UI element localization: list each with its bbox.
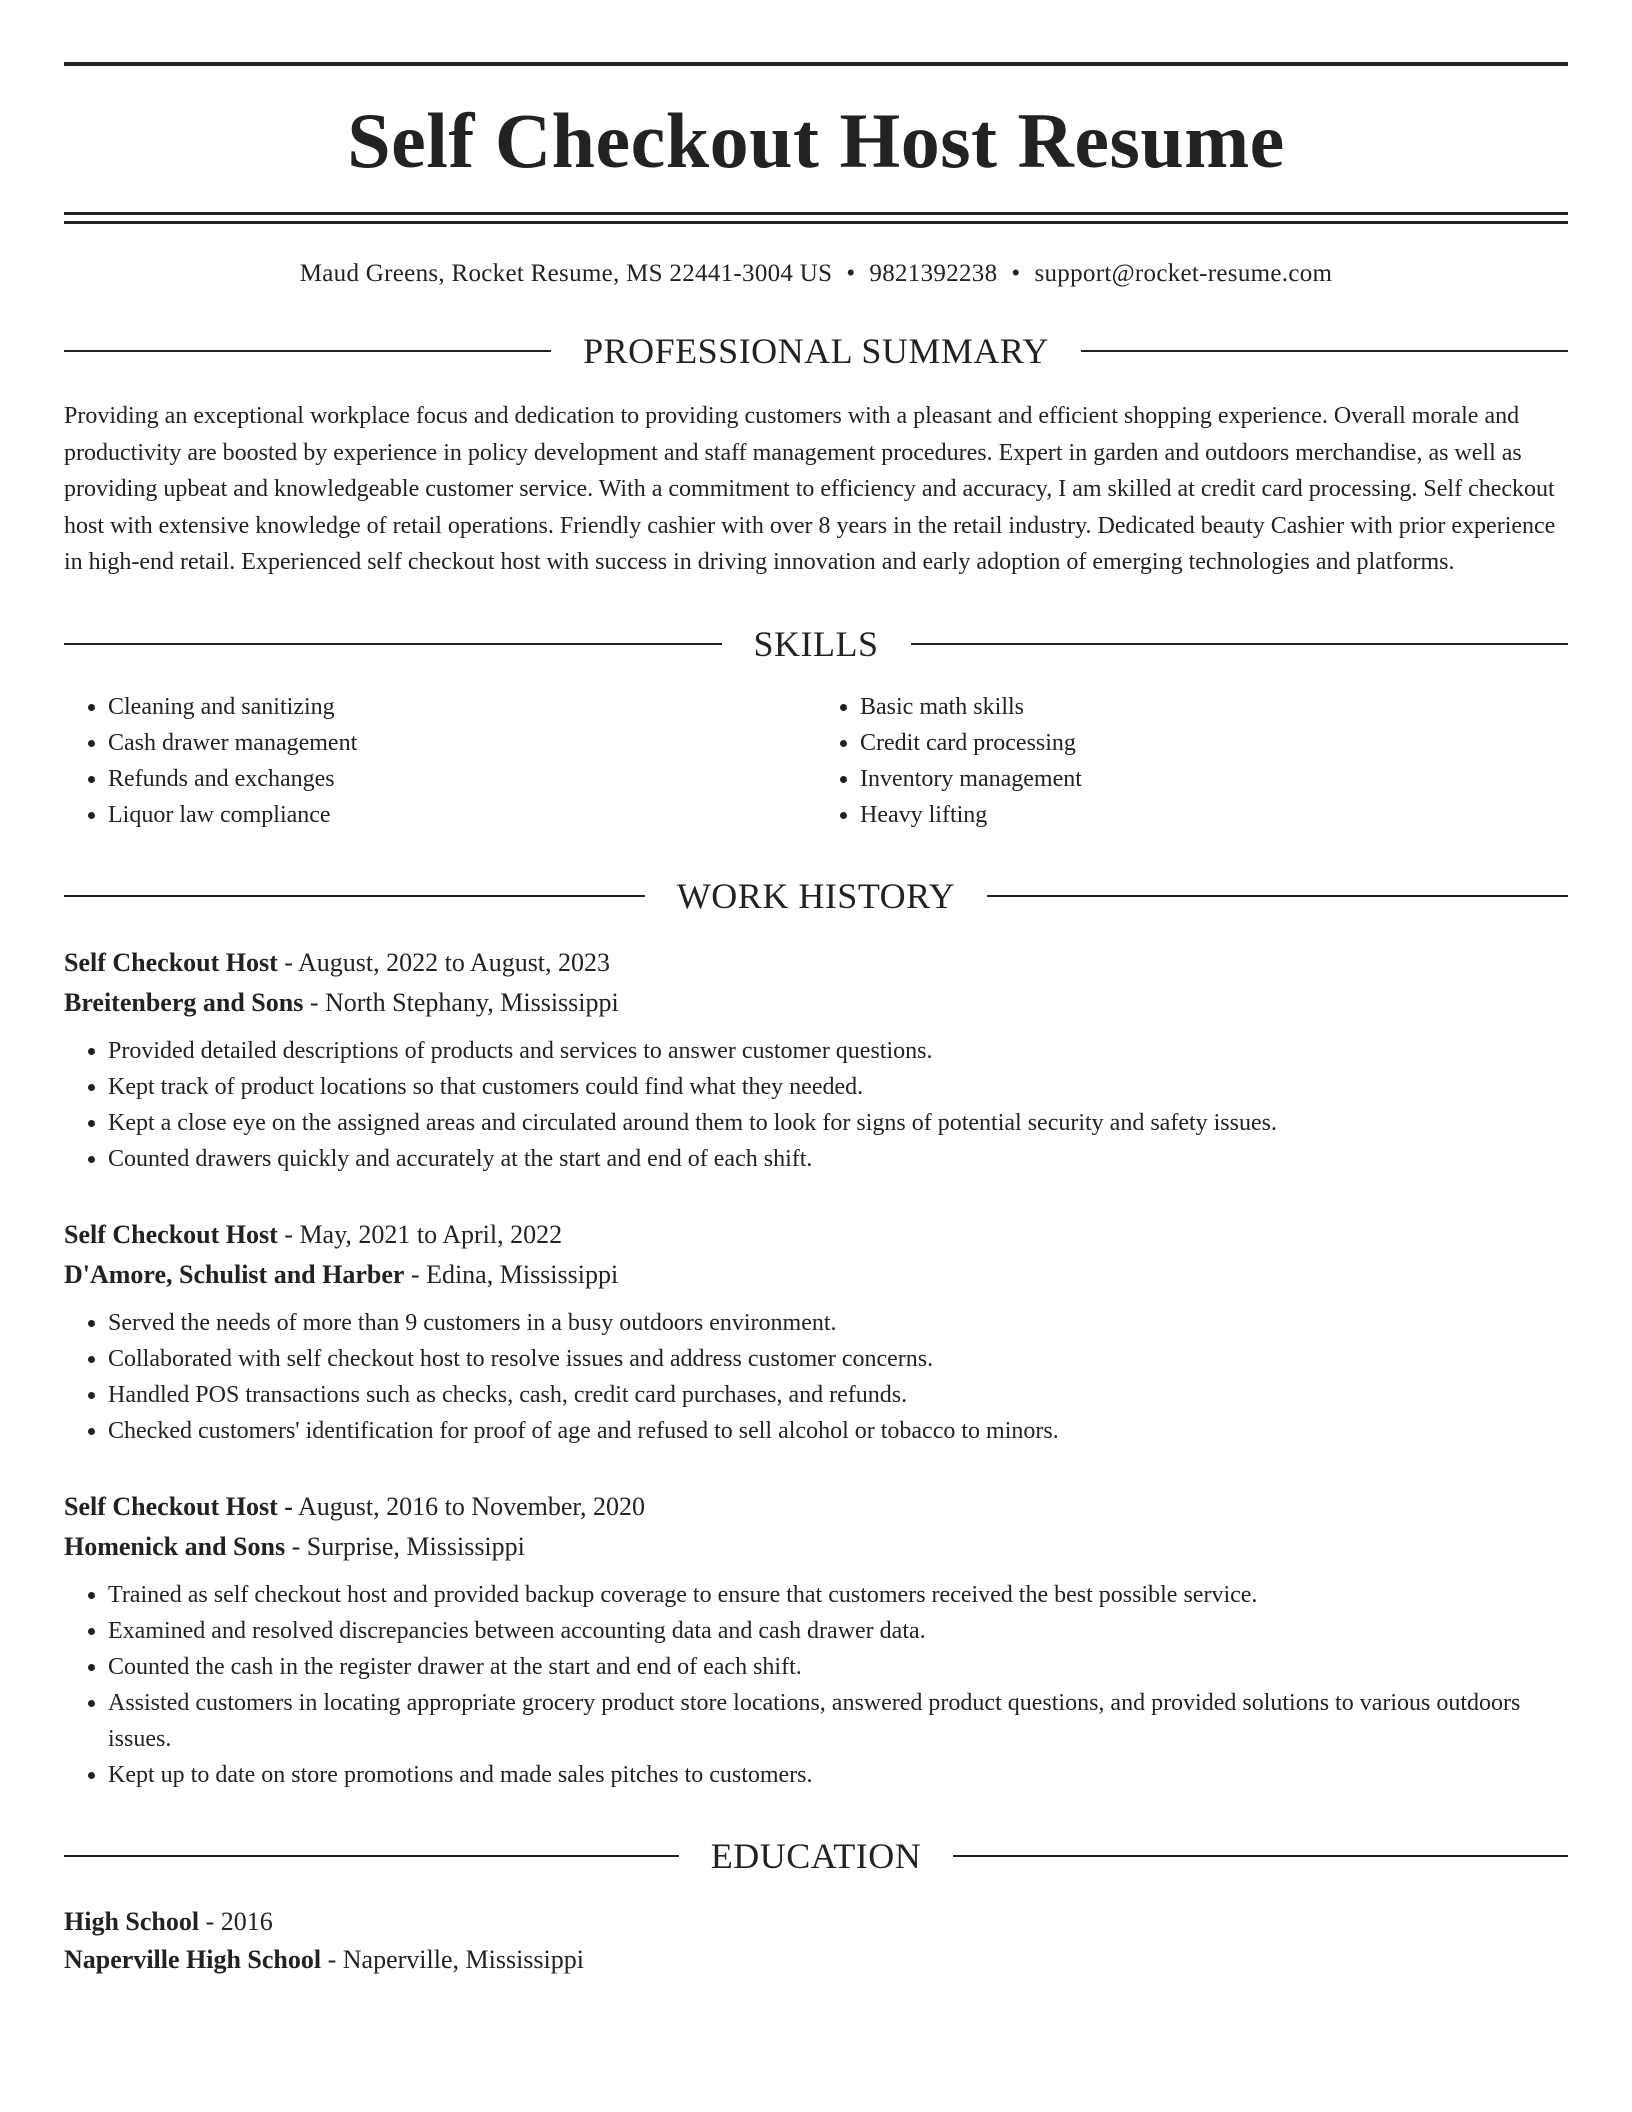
section-rule <box>987 895 1568 897</box>
contact-separator: • <box>846 260 856 287</box>
job-title-line <box>64 943 1568 983</box>
education-school: Naperville High School <box>64 1944 322 1974</box>
job-bullet: • Counted drawers quickly and accurately at the start and end of each shift. <box>108 1141 1568 1177</box>
job-location: - Edina, Mississippi <box>404 1259 619 1289</box>
job-bullet: • Counted the cash in the register drawer at the start and end of each shift. <box>108 1649 1568 1685</box>
education-location: - Naperville, Mississippi <box>321 1944 584 1974</box>
contact-address: Maud Greens, Rocket Resume, MS 22441-3004 US <box>299 260 833 287</box>
job-company: D'Amore, Schulist and Harber <box>64 1259 405 1289</box>
job-location: - Surprise, Mississippi <box>285 1531 525 1561</box>
skill-item: • Heavy lifting <box>860 797 1568 833</box>
summary-text: Providing an exceptional workplace focus and dedication to providing customers with a pleasant and efficient shopping experience. Overall morale and productivity are boosted by experience in policy development and staff management procedures. Expert in garden and outdoors merchandise, as well as providing upbeat and knowledgeable customer service. With a commitment to efficiency and accuracy, I am skilled at credit card processing. Self checkout host with extensive knowledge of retail operations. Friendly cashier with over 8 years in the retail industry. Dedicated beauty Cashier with prior experience in high-end retail. Experienced self checkout host with success in driving innovation and early adoption of emerging technologies and platforms. <box>64 403 1556 575</box>
contact-separator: • <box>1011 260 1021 287</box>
job-bullet: • Examined and resolved discrepancies between accounting data and cash drawer data. <box>108 1613 1568 1649</box>
skill-item: • Cleaning and sanitizing <box>108 689 816 725</box>
section-header-skills <box>64 623 1568 665</box>
skill-item: • Refunds and exchanges <box>108 761 816 797</box>
education-degree: High School <box>64 1906 200 1936</box>
skills-column-left <box>64 689 816 833</box>
skills-list <box>64 689 1568 833</box>
job-bullet: • Served the needs of more than 9 customers in a busy outdoors environment. <box>108 1305 1568 1341</box>
education-entry <box>64 1903 1568 1979</box>
job-bullet: • Handled POS transactions such as checks, cash, credit card purchases, and refunds. <box>108 1377 1568 1413</box>
section-title: SKILLS <box>753 623 879 664</box>
education-school-line <box>64 1941 1568 1979</box>
skill-item: • Liquor law compliance <box>108 797 816 833</box>
section-rule <box>1081 350 1568 352</box>
education-degree-line <box>64 1903 1568 1941</box>
section-rule <box>64 1855 679 1857</box>
job-title: Self Checkout Host <box>64 1219 278 1249</box>
section-title: EDUCATION <box>710 1835 922 1876</box>
job-title: Self Checkout Host <box>64 947 278 977</box>
skill-item: • Inventory management <box>860 761 1568 797</box>
job-bullet: • Provided detailed descriptions of products and services to answer customer questions. <box>108 1033 1568 1069</box>
section-rule <box>911 643 1569 645</box>
job-title: Self Checkout Host - <box>64 1491 293 1521</box>
job-title-line <box>64 1215 1568 1255</box>
job-bullets <box>64 1305 1568 1449</box>
job-title-line <box>64 1487 1568 1527</box>
job-location: - North Stephany, Mississippi <box>303 987 619 1017</box>
section-header-work <box>64 875 1568 917</box>
education-year: - 2016 <box>199 1906 273 1936</box>
job-bullet: • Kept track of product locations so that customers could find what they needed. <box>108 1069 1568 1105</box>
section-rule <box>64 643 722 645</box>
section-rule <box>64 350 551 352</box>
job-company-line <box>64 983 1568 1023</box>
job-bullets <box>64 1577 1568 1793</box>
job-bullet: • Kept a close eye on the assigned areas and circulated around them to look for signs of potential security and safety issues. <box>108 1105 1568 1141</box>
job-dates: - August, 2022 to August, 2023 <box>277 947 611 977</box>
top-rule <box>64 62 1568 66</box>
skill-item: • Credit card processing <box>860 725 1568 761</box>
skills-column-right <box>816 689 1568 833</box>
job-bullet: • Checked customers' identification for proof of age and refused to sell alcohol or tobacco to minors. <box>108 1413 1568 1449</box>
job-dates: August, 2016 to November, 2020 <box>292 1491 646 1521</box>
title-rule-2 <box>64 221 1568 224</box>
job-company: Breitenberg and Sons <box>64 987 304 1017</box>
section-header-summary <box>64 330 1568 372</box>
section-header-education <box>64 1835 1568 1877</box>
job-company-line <box>64 1527 1568 1567</box>
job-company-line <box>64 1255 1568 1295</box>
job-entry <box>64 943 1568 1177</box>
job-dates: - May, 2021 to April, 2022 <box>277 1219 563 1249</box>
job-bullet: • Trained as self checkout host and provided backup coverage to ensure that customers received the best possible service. <box>108 1577 1568 1613</box>
skill-item: • Cash drawer management <box>108 725 816 761</box>
job-bullet: • Collaborated with self checkout host to resolve issues and address customer concerns. <box>108 1341 1568 1377</box>
contact-phone: 9821392238 <box>869 260 998 287</box>
skill-item: • Basic math skills <box>860 689 1568 725</box>
job-bullets <box>64 1033 1568 1177</box>
job-entry <box>64 1215 1568 1449</box>
job-company: Homenick and Sons <box>64 1531 286 1561</box>
section-rule <box>64 895 645 897</box>
section-rule <box>953 1855 1568 1857</box>
contact-email: support@rocket-resume.com <box>1034 260 1333 287</box>
section-title: PROFESSIONAL SUMMARY <box>583 331 1049 371</box>
job-entry <box>64 1487 1568 1793</box>
job-bullet: • Assisted customers in locating appropriate grocery product store locations, answered product questions, and provided solutions to various outdoors issues. <box>108 1685 1568 1757</box>
title-rule-1 <box>64 212 1568 215</box>
page-title: Self Checkout Host Resume <box>347 97 1285 184</box>
job-bullet: • Kept up to date on store promotions and made sales pitches to customers. <box>108 1757 1568 1793</box>
contact-line <box>64 260 1568 288</box>
section-title: WORK HISTORY <box>676 875 956 916</box>
